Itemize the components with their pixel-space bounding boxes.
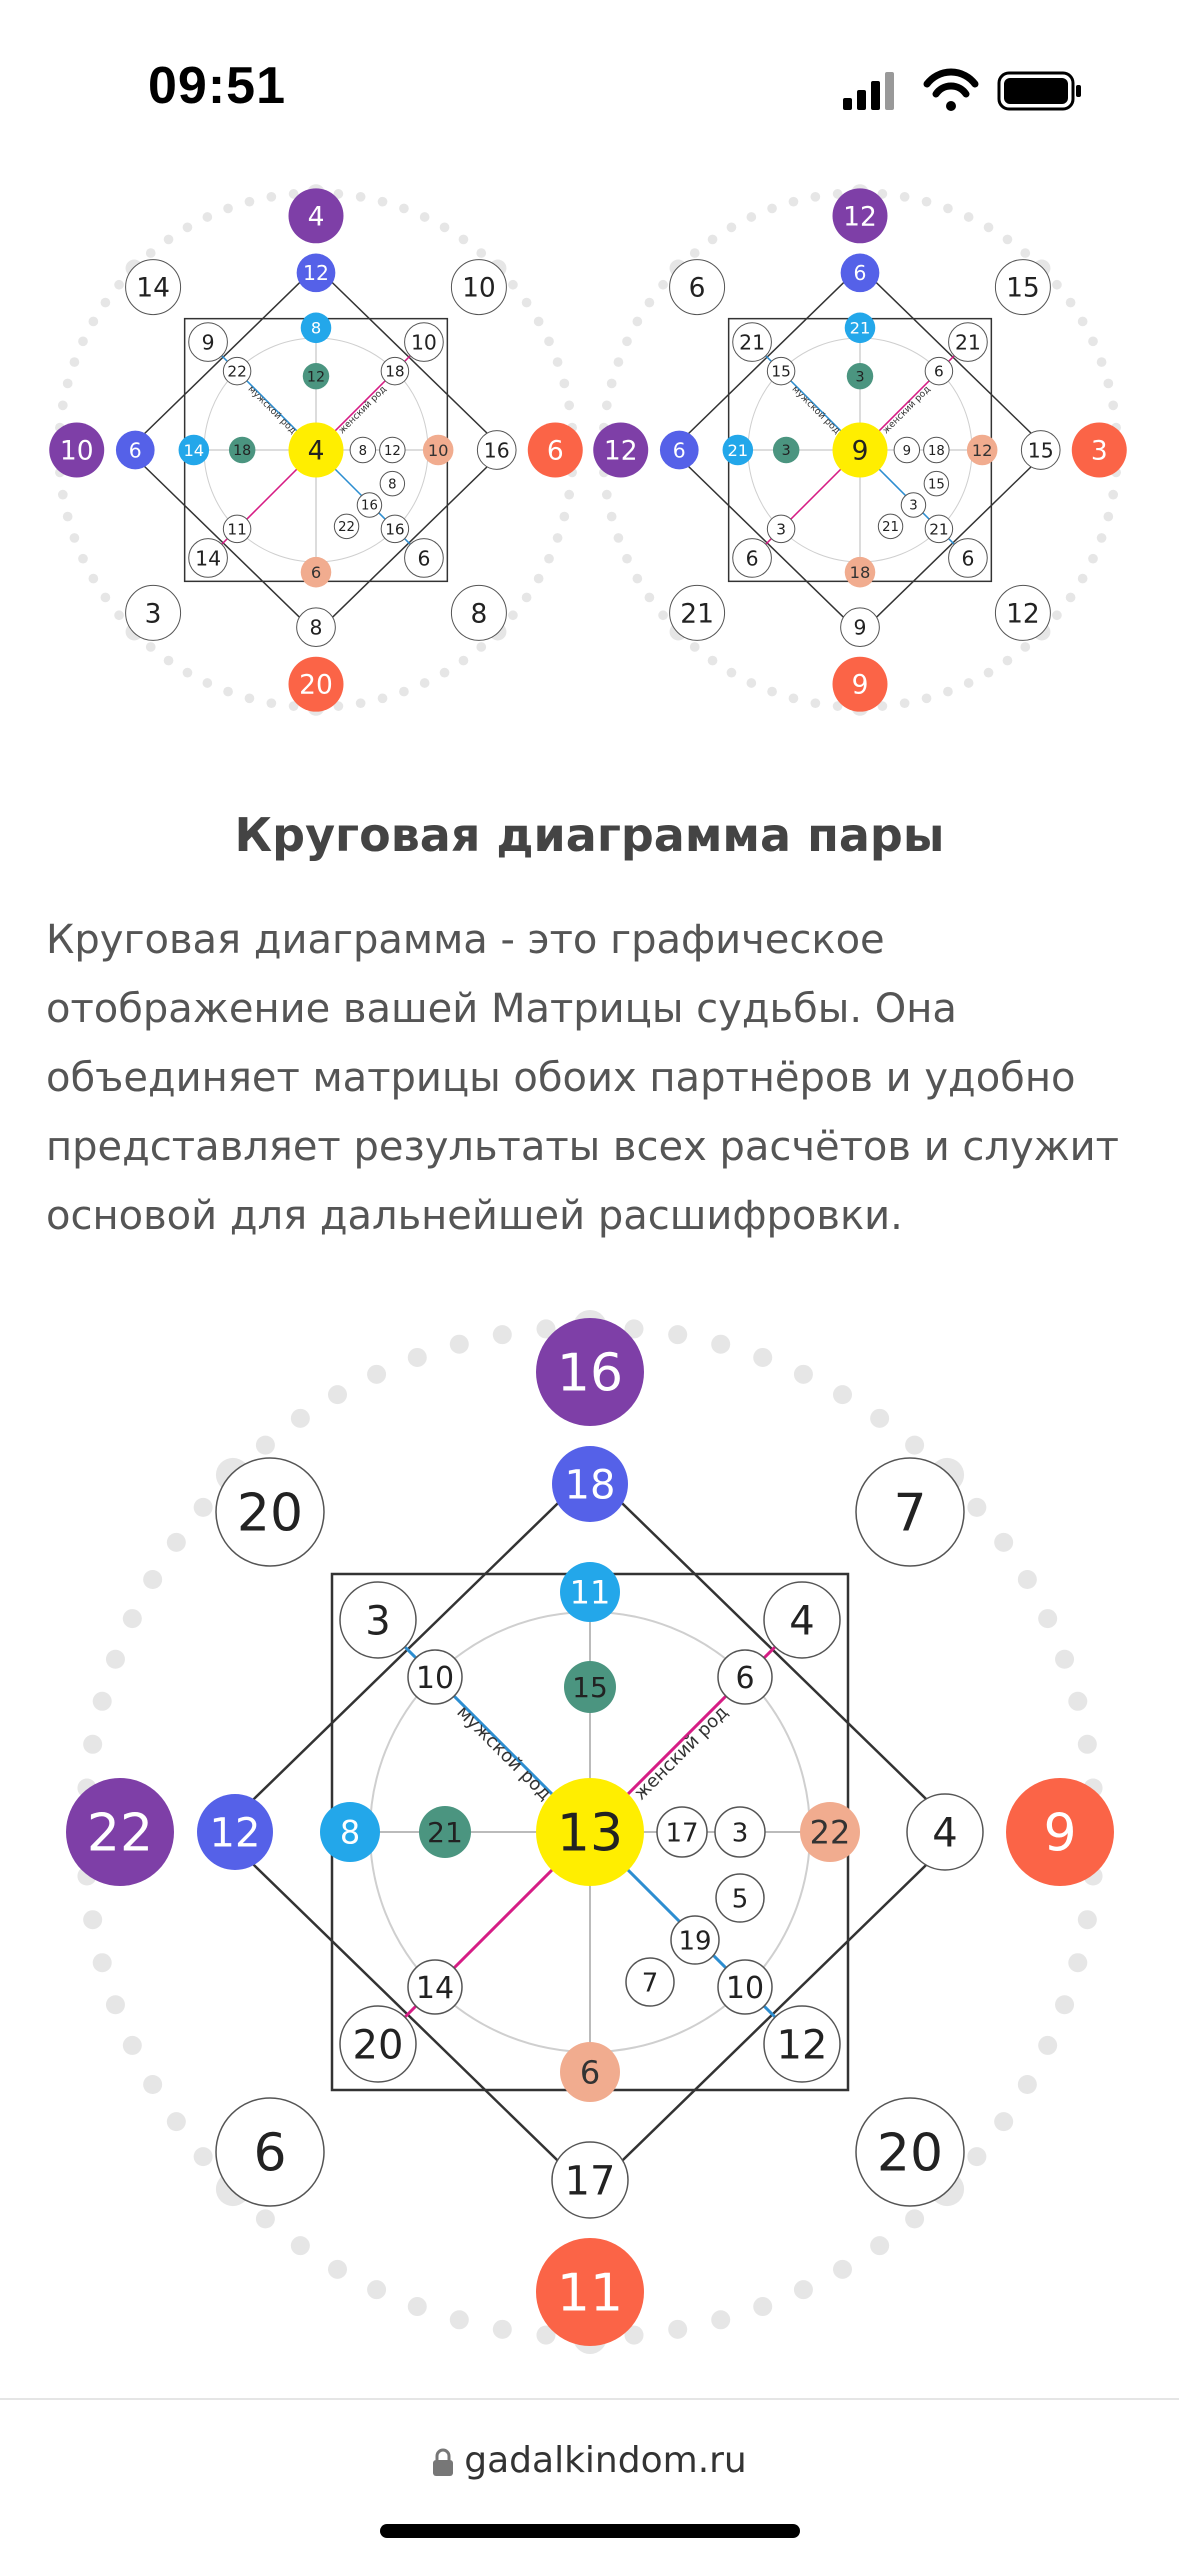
decor-dot — [690, 248, 700, 258]
node-right-value: 3 — [1090, 435, 1108, 467]
node-corner-bottom-right-inner-value: 6 — [961, 546, 975, 571]
decor-dot — [1018, 1570, 1037, 1589]
decor-dot — [328, 1385, 347, 1404]
decor-dot — [794, 1365, 813, 1384]
node-ring-bottom-value: 18 — [849, 563, 871, 583]
decor-dot — [143, 1570, 162, 1589]
decor-dot — [559, 379, 569, 389]
decor-dot — [708, 235, 718, 245]
decor-dot — [833, 1385, 852, 1404]
node-left-inner-value: 6 — [672, 438, 686, 463]
decor-dot — [811, 192, 821, 202]
decor-dot — [633, 317, 643, 327]
node-right-inner-value: 16 — [483, 438, 510, 463]
decor-dot — [123, 2036, 142, 2055]
decor-dot — [58, 490, 68, 500]
section-description: Круговая диаграмма - это графическое отображение вашей Матрицы судьбы. Она объединяет матрицы обоих партнёров и удобно представляет результаты всех расчётов и служит основой для дальнейшей расшифровки. — [46, 917, 1119, 1239]
node-ring-left-value: 14 — [183, 440, 205, 460]
decor-dot — [63, 379, 73, 389]
decor-dot — [408, 1348, 427, 1367]
decor-dot — [727, 668, 737, 678]
decor-dot — [1078, 574, 1088, 584]
decor-dot — [747, 212, 757, 222]
matrix-diagram-left-svg — [36, 170, 596, 730]
decor-dot — [106, 1995, 125, 2014]
decor-dot — [63, 512, 73, 522]
node-diag-bottom-right-value: 21 — [929, 520, 949, 539]
node-diag-top-right-value: 18 — [385, 362, 405, 381]
decor-dot — [1055, 1995, 1074, 2014]
decor-dot — [93, 1692, 112, 1711]
decor-dot — [245, 693, 255, 703]
decor-dot — [658, 280, 668, 290]
node-money-3-value: 7 — [641, 1968, 659, 1999]
decor-dot — [440, 668, 450, 678]
url-bar[interactable] — [0, 2440, 1179, 2481]
url-text: gadalkindom.ru — [464, 2440, 747, 2481]
node-top-value: 12 — [843, 201, 877, 233]
decor-dot — [522, 593, 532, 603]
male-lineage-label: мужской род — [245, 383, 299, 437]
node-corner-bottom-right-value: 12 — [1006, 598, 1040, 630]
battery-icon — [999, 73, 1081, 109]
node-corner-bottom-right-value: 8 — [470, 598, 488, 630]
decor-dot — [1078, 1735, 1097, 1754]
node-left-value: 10 — [59, 435, 94, 467]
decor-dot — [1103, 379, 1113, 389]
decor-dot — [78, 554, 88, 564]
decor-dot — [183, 668, 193, 678]
node-top-value: 16 — [556, 1343, 624, 1404]
decor-dot — [1052, 610, 1062, 620]
node-top-inner-value: 6 — [853, 261, 867, 286]
node-right-value: 9 — [1043, 1803, 1077, 1864]
decor-dot — [984, 668, 994, 678]
decor-dot — [614, 533, 624, 543]
decor-dot — [1052, 280, 1062, 290]
node-ring-bottom-value: 6 — [310, 563, 322, 583]
node-corner-top-right-inner-value: 10 — [410, 330, 437, 355]
node-row-b-value: 18 — [927, 443, 945, 459]
section-title: Круговая диаграмма пары — [234, 808, 945, 862]
decor-dot — [89, 574, 99, 584]
node-bottom-value: 20 — [299, 669, 333, 701]
pair-matrix-diagram — [40, 1282, 1140, 2382]
decor-dot — [789, 197, 799, 207]
node-row-b-value: 3 — [731, 1818, 749, 1849]
decor-dot — [328, 2260, 347, 2279]
decor-dot — [291, 2236, 310, 2255]
decor-dot — [1003, 656, 1013, 666]
decor-dot — [1003, 235, 1013, 245]
decor-dot — [1018, 2075, 1037, 2094]
decor-dot — [167, 1533, 186, 1552]
node-corner-bottom-left-inner-value: 20 — [352, 2022, 404, 2069]
decor-dot — [408, 2297, 427, 2316]
decor-dot — [1088, 337, 1098, 347]
node-corner-bottom-right-value: 20 — [876, 2123, 944, 2184]
node-corner-top-left-value: 20 — [236, 1483, 304, 1544]
decor-dot — [459, 656, 469, 666]
node-corner-top-left-value: 6 — [688, 272, 706, 304]
clock: 09:51 — [148, 57, 286, 115]
wifi-icon — [927, 72, 975, 111]
decor-dot — [811, 698, 821, 708]
decor-dot — [559, 512, 569, 522]
node-ring-right-value: 12 — [971, 440, 993, 460]
decor-dot — [78, 337, 88, 347]
decor-dot — [984, 223, 994, 233]
node-ring-top-value: 11 — [569, 1573, 611, 1612]
decor-dot — [378, 197, 388, 207]
node-corner-bottom-left-value: 21 — [680, 598, 714, 630]
decor-dot — [58, 401, 68, 411]
decor-dot — [146, 642, 156, 652]
node-corner-bottom-left-inner-value: 14 — [195, 546, 222, 571]
decor-dot — [870, 2236, 889, 2255]
decor-dot — [607, 379, 617, 389]
node-right-value: 6 — [546, 435, 564, 467]
decor-dot — [183, 223, 193, 233]
decor-dot — [1066, 298, 1076, 308]
decor-dot — [1038, 1609, 1057, 1628]
decor-dot — [194, 1498, 213, 1517]
male-lineage-label: мужской род — [452, 1701, 556, 1805]
node-diag-top-left-value: 22 — [227, 362, 247, 381]
decor-dot — [1108, 490, 1118, 500]
decor-dot — [89, 317, 99, 327]
decor-dot — [1020, 642, 1030, 652]
decor-dot — [905, 1436, 924, 1455]
decor-dot — [1066, 593, 1076, 603]
decor-dot — [114, 280, 124, 290]
decor-dot — [493, 1325, 512, 1344]
node-diag-top-left-value: 10 — [415, 1660, 455, 1696]
decor-dot — [711, 1335, 730, 1354]
decor-dot — [70, 357, 80, 367]
decor-dot — [356, 192, 366, 202]
decor-dot — [420, 212, 430, 222]
decor-dot — [450, 2310, 469, 2329]
node-chakra-top-value: 3 — [855, 369, 865, 386]
node-chakra-left-value: 3 — [781, 443, 791, 460]
decor-dot — [1038, 2036, 1057, 2055]
decor-dot — [256, 1436, 275, 1455]
decor-dot — [476, 248, 486, 258]
node-top-value: 4 — [307, 201, 325, 233]
node-ring-right-value: 10 — [427, 440, 449, 460]
decor-dot — [633, 574, 643, 584]
decor-dot — [101, 298, 111, 308]
decor-dot — [668, 2320, 687, 2339]
decor-dot — [1068, 1692, 1087, 1711]
node-diag-bottom-left-value: 14 — [415, 1970, 455, 2006]
node-corner-bottom-left-value: 6 — [253, 2123, 287, 2184]
node-corner-top-right-value: 7 — [893, 1483, 927, 1544]
node-center-value: 13 — [556, 1803, 624, 1864]
node-money-2-value: 19 — [678, 1926, 712, 1957]
node-diag-bottom-right-value: 10 — [725, 1970, 765, 2006]
node-money-1-value: 15 — [927, 477, 945, 493]
decor-dot — [645, 298, 655, 308]
decor-dot — [378, 693, 388, 703]
decor-dot — [508, 610, 518, 620]
decor-dot — [994, 1533, 1013, 1552]
decor-dot — [459, 235, 469, 245]
node-chakra-top-value: 15 — [572, 1671, 608, 1705]
decor-dot — [1068, 1953, 1087, 1972]
decor-dot — [1078, 317, 1088, 327]
decor-dot — [164, 235, 174, 245]
home-indicator — [380, 2524, 800, 2538]
decor-dot — [727, 223, 737, 233]
decor-dot — [922, 693, 932, 703]
node-left-inner-value: 6 — [128, 438, 142, 463]
decor-dot — [833, 2260, 852, 2279]
node-row-a-value: 17 — [665, 1818, 699, 1849]
node-money-3-value: 22 — [338, 520, 355, 536]
decor-dot — [711, 2310, 730, 2329]
decor-dot — [1108, 401, 1118, 411]
decor-dot — [291, 1409, 310, 1428]
decor-dot — [767, 204, 777, 214]
decor-dot — [143, 2075, 162, 2094]
decor-dot — [367, 2280, 386, 2299]
node-ring-left-value: 8 — [339, 1813, 361, 1852]
node-row-a-value: 8 — [358, 443, 368, 459]
decor-dot — [622, 554, 632, 564]
node-corner-top-left-inner-value: 21 — [739, 330, 766, 355]
decor-dot — [476, 642, 486, 652]
decor-dot — [967, 2147, 986, 2166]
decor-dot — [146, 248, 156, 258]
decor-dot — [767, 687, 777, 697]
node-money-1-value: 5 — [731, 1884, 749, 1915]
decor-dot — [607, 512, 617, 522]
decor-dot — [564, 490, 574, 500]
node-diag-top-right-value: 6 — [934, 362, 944, 381]
pair-matrix-diagram-svg — [40, 1282, 1140, 2382]
decor-dot — [622, 337, 632, 347]
decor-dot — [794, 2280, 813, 2299]
node-ring-right-value: 22 — [809, 1813, 851, 1852]
female-lineage-label: женский род — [629, 1701, 733, 1805]
node-row-a-value: 9 — [902, 443, 912, 459]
decor-dot — [203, 212, 213, 222]
decor-dot — [256, 2209, 275, 2228]
node-diag-bottom-left-value: 3 — [776, 520, 786, 539]
node-corner-bottom-left-inner-value: 6 — [745, 546, 759, 571]
decor-dot — [399, 687, 409, 697]
node-top-inner-value: 12 — [303, 261, 329, 286]
node-diag-bottom-right-value: 16 — [385, 520, 405, 539]
matrix-diagram-left — [36, 170, 596, 730]
decor-dot — [708, 656, 718, 666]
node-corner-top-right-value: 10 — [462, 272, 496, 304]
decor-dot — [1097, 533, 1107, 543]
decor-dot — [602, 490, 612, 500]
matrix-diagram-right — [580, 170, 1140, 730]
decor-dot — [614, 357, 624, 367]
decor-dot — [450, 1335, 469, 1354]
decor-dot — [564, 401, 574, 411]
node-corner-top-right-value: 15 — [1006, 272, 1040, 304]
decor-dot — [753, 1348, 772, 1367]
decor-dot — [900, 192, 910, 202]
decor-dot — [522, 298, 532, 308]
decor-dot — [440, 223, 450, 233]
decor-dot — [534, 317, 544, 327]
decor-dot — [267, 192, 277, 202]
decor-dot — [943, 687, 953, 697]
decor-dot — [1097, 357, 1107, 367]
decor-dot — [645, 593, 655, 603]
node-ring-top-value: 8 — [310, 318, 322, 338]
decor-dot — [123, 1609, 142, 1628]
node-bottom-value: 9 — [851, 669, 869, 701]
decor-dot — [106, 1650, 125, 1669]
decor-dot — [83, 1910, 102, 1929]
decor-dot — [1088, 554, 1098, 564]
decor-dot — [1103, 512, 1113, 522]
node-left-value: 12 — [603, 435, 638, 467]
node-corner-bottom-left-value: 3 — [144, 598, 162, 630]
node-bottom-inner-value: 9 — [853, 615, 867, 640]
decor-dot — [356, 698, 366, 708]
decor-dot — [267, 698, 277, 708]
decor-dot — [544, 554, 554, 564]
decor-dot — [690, 642, 700, 652]
decor-dot — [164, 656, 174, 666]
node-right-inner-value: 15 — [1027, 438, 1054, 463]
node-diag-top-right-value: 6 — [735, 1660, 755, 1696]
male-lineage-label: мужской род — [789, 383, 843, 437]
node-center-value: 4 — [307, 435, 325, 467]
decor-dot — [101, 593, 111, 603]
node-corner-bottom-right-inner-value: 6 — [417, 546, 431, 571]
lock-icon — [432, 2447, 454, 2477]
node-money-2-value: 16 — [361, 498, 378, 514]
decor-dot — [967, 1498, 986, 1517]
node-ring-top-value: 21 — [849, 318, 871, 338]
decor-dot — [602, 401, 612, 411]
node-row-b-value: 12 — [383, 443, 401, 459]
decor-dot — [399, 204, 409, 214]
decor-dot — [1020, 248, 1030, 258]
decor-dot — [493, 2320, 512, 2339]
node-ring-bottom-value: 6 — [579, 2053, 601, 2092]
decor-dot — [93, 1953, 112, 1972]
browser-bar — [0, 2398, 1179, 2558]
node-right-inner-value: 4 — [932, 1810, 958, 1857]
decor-dot — [870, 1409, 889, 1428]
node-money-3-value: 21 — [882, 520, 899, 536]
decor-dot — [1078, 1910, 1097, 1929]
female-lineage-label: женский род — [880, 383, 933, 437]
decor-dot — [83, 1735, 102, 1754]
node-chakra-top-value: 12 — [306, 369, 326, 386]
decor-dot — [905, 2209, 924, 2228]
decor-dot — [943, 204, 953, 214]
decor-dot — [553, 357, 563, 367]
decor-dot — [534, 574, 544, 584]
status-icons — [843, 68, 1083, 112]
decor-dot — [544, 337, 554, 347]
node-left-value: 22 — [86, 1803, 154, 1864]
node-center-value: 9 — [851, 435, 869, 467]
decor-dot — [223, 204, 233, 214]
decor-dot — [223, 687, 233, 697]
node-money-2-value: 3 — [909, 498, 918, 514]
decor-dot — [553, 533, 563, 543]
decor-dot — [922, 197, 932, 207]
node-chakra-left-value: 21 — [427, 1816, 463, 1850]
decor-dot — [420, 678, 430, 688]
node-corner-top-left-value: 14 — [136, 272, 170, 304]
status-bar — [0, 0, 1179, 150]
decor-dot — [70, 533, 80, 543]
node-diag-top-left-value: 15 — [771, 362, 791, 381]
decor-dot — [1055, 1650, 1074, 1669]
female-lineage-label: женский род — [336, 383, 389, 437]
decor-dot — [789, 693, 799, 703]
node-corner-top-right-inner-value: 4 — [789, 1598, 815, 1645]
matrix-diagram-right-svg — [580, 170, 1140, 730]
node-top-inner-value: 18 — [564, 1462, 616, 1509]
decor-dot — [964, 212, 974, 222]
node-left-inner-value: 12 — [209, 1810, 261, 1857]
node-corner-bottom-right-inner-value: 12 — [776, 2022, 828, 2069]
decor-dot — [203, 678, 213, 688]
decor-dot — [367, 1365, 386, 1384]
decor-dot — [508, 280, 518, 290]
signal-icon — [843, 72, 894, 110]
decor-dot — [245, 197, 255, 207]
node-money-1-value: 8 — [388, 477, 397, 493]
decor-dot — [167, 2112, 186, 2131]
decor-dot — [994, 2112, 1013, 2131]
node-corner-top-left-inner-value: 9 — [201, 330, 215, 355]
decor-dot — [900, 698, 910, 708]
node-corner-top-right-inner-value: 21 — [954, 330, 981, 355]
decor-dot — [964, 678, 974, 688]
decor-dot — [747, 678, 757, 688]
decor-dot — [668, 1325, 687, 1344]
decor-dot — [658, 610, 668, 620]
node-ring-left-value: 21 — [727, 440, 749, 460]
node-bottom-inner-value: 8 — [309, 615, 323, 640]
decor-dot — [114, 610, 124, 620]
node-corner-top-left-inner-value: 3 — [365, 1598, 391, 1645]
node-bottom-inner-value: 17 — [564, 2158, 616, 2205]
decor-dot — [753, 2297, 772, 2316]
decor-dot — [194, 2147, 213, 2166]
node-bottom-value: 11 — [556, 2263, 624, 2324]
node-chakra-left-value: 18 — [233, 443, 252, 460]
node-diag-bottom-left-value: 11 — [227, 520, 247, 539]
